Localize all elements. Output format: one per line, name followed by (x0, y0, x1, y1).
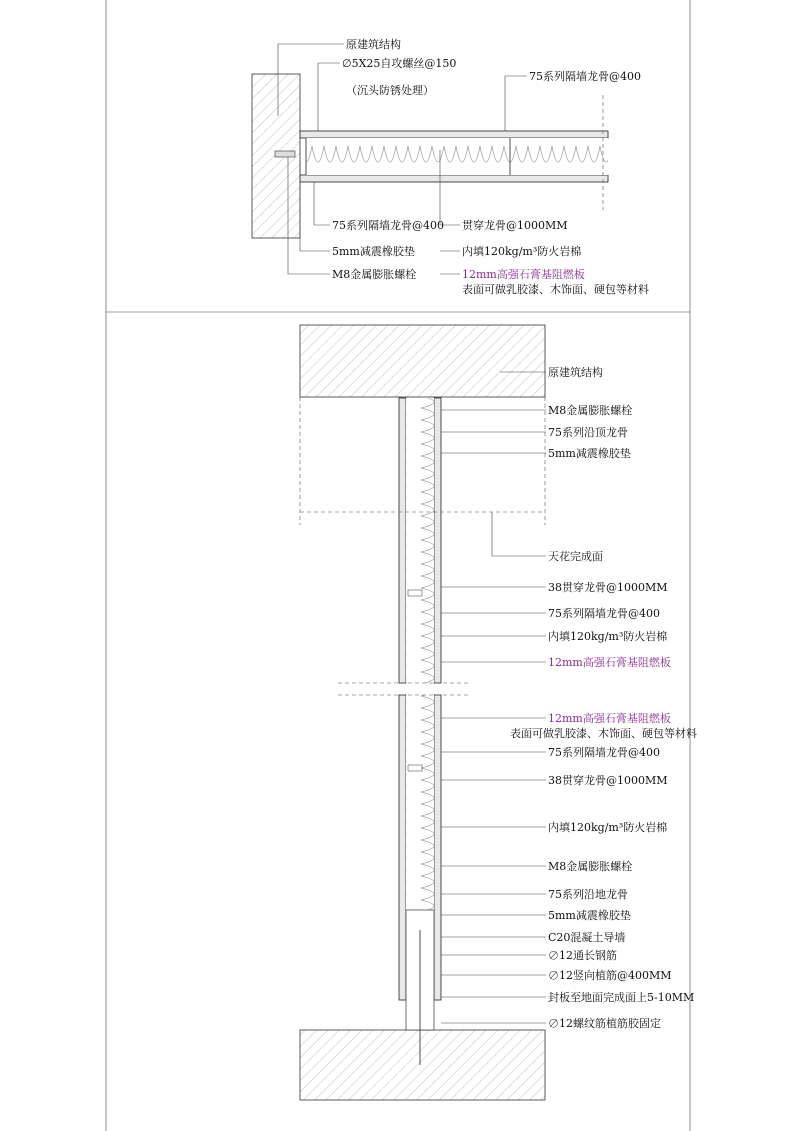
label-stud-top: 75系列隔墙龙骨@400 (529, 70, 641, 83)
section-label: 12mm高强石膏基阻燃板 (548, 656, 671, 669)
label-bolt: M8金属膨胀螺栓 (332, 268, 417, 281)
section-label: C20混凝土导墙 (548, 931, 626, 944)
section-label: ∅12竖向植筋@400MM (548, 969, 672, 982)
gypsum-board-top (300, 131, 608, 138)
label-infill: 内填120kg/m³防火岩棉 (462, 245, 582, 258)
expansion-bolt (275, 151, 295, 157)
section-label: 原建筑结构 (548, 366, 603, 379)
section-label: 表面可做乳胶漆、木饰面、硬包等材料 (510, 727, 697, 740)
section-label: 5mm减震橡胶垫 (548, 909, 631, 922)
board-left-lower (399, 695, 406, 1000)
label-board: 12mm高强石膏基阻燃板 (462, 268, 585, 281)
board-right-upper (434, 398, 441, 683)
rock-wool-upper (406, 398, 434, 683)
section-label: 75系列隔墙龙骨@400 (548, 607, 660, 620)
section-label: 内填120kg/m³防火岩棉 (548, 821, 668, 834)
floor-slab (300, 1030, 545, 1100)
section-label: 内填120kg/m³防火岩棉 (548, 630, 668, 643)
section-detail (300, 325, 697, 1100)
label-finish: 表面可做乳胶漆、木饰面、硬包等材料 (462, 283, 649, 296)
section-label: 12mm高强石膏基阻燃板 (548, 712, 671, 725)
gypsum-board-bottom (300, 175, 608, 182)
section-label: 38贯穿龙骨@1000MM (548, 774, 668, 787)
section-label: M8金属膨胀螺栓 (548, 860, 633, 873)
section-label: ∅12螺纹筋植筋胶固定 (548, 1017, 661, 1030)
board-left-upper (399, 398, 406, 683)
ceiling-slab (300, 325, 545, 397)
plan-detail (252, 37, 649, 296)
board-right-lower (434, 695, 441, 1000)
rock-wool-lower (406, 695, 434, 910)
section-label: 75系列沿顶龙骨 (548, 426, 628, 439)
section-label: 38贯穿龙骨@1000MM (548, 581, 668, 594)
section-label: M8金属膨胀螺栓 (548, 404, 633, 417)
label-screw-note: （沉头防锈处理） (346, 84, 434, 97)
label-stud-bottom: 75系列隔墙龙骨@400 (332, 219, 444, 232)
section-label: 75系列沿地龙骨 (548, 888, 628, 901)
section-label: 75系列隔墙龙骨@400 (548, 746, 660, 759)
section-label: 5mm减震橡胶垫 (548, 447, 631, 460)
label-channel: 贯穿龙骨@1000MM (462, 219, 568, 232)
rock-wool-infill (306, 138, 608, 175)
leader-line (492, 512, 546, 556)
section-label: 天花完成面 (548, 550, 603, 563)
label-structure: 原建筑结构 (346, 38, 401, 51)
label-screw: ∅5X25自攻螺丝@150 (342, 57, 457, 70)
section-label: 封板至地面完成面上5-10MM (548, 991, 695, 1004)
label-rubber-pad: 5mm减震橡胶垫 (332, 245, 415, 258)
section-label: ∅12通长钢筋 (548, 949, 617, 962)
